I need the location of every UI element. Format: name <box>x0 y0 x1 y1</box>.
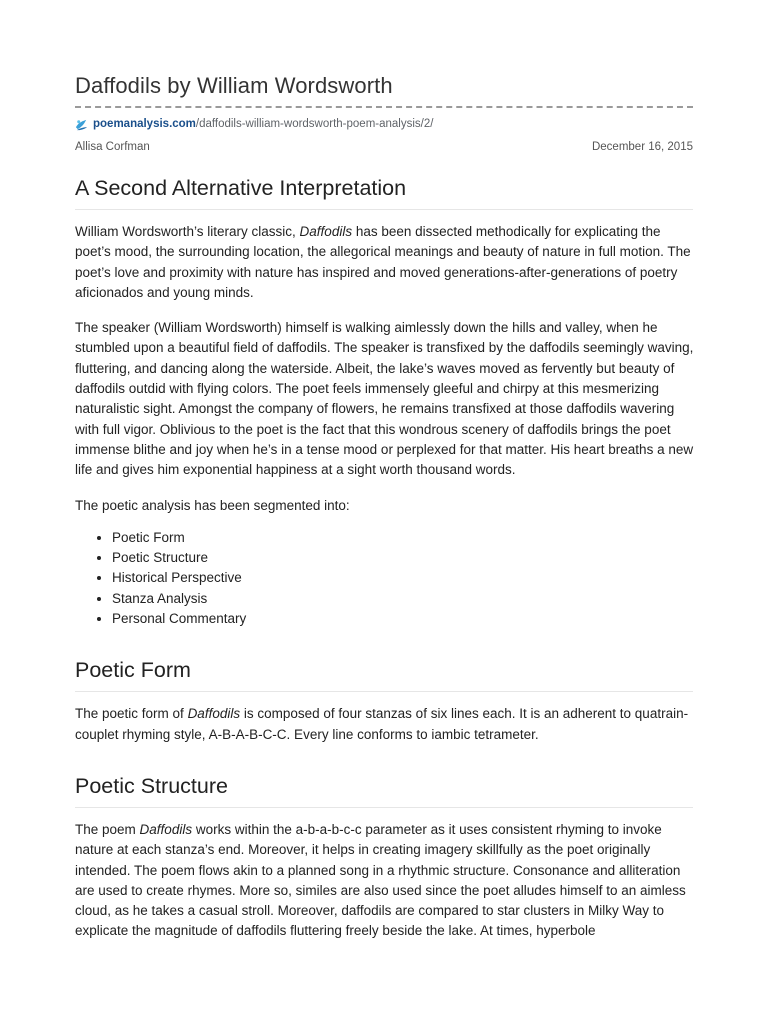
publish-date: December 16, 2015 <box>591 141 693 153</box>
list-item: • Stanza Analysis <box>112 589 693 609</box>
paragraph-poetic-structure: The poem Daffodils works within the a-b-a-b-c-c parameter as it uses consistent rhyming to invoke nature at each stanza’s end. Moreover, it helps in creating imagery skillfully as the poet originally intended. The poem flows akin to a planned song in a rhythmic structure. Consonance and alliteration are used to create rhymes. More so, similes are also used since the poet alludes himself to an aimless cloud, as he takes a casual stroll. Moreover, daffodils are compared to star clusters in Milky Way to explicate the magnitude of daffodils fluttering freely beside the lake. At times, hyperbole <box>75 821 686 939</box>
source-domain[interactable]: poemanalysis.com <box>93 118 196 130</box>
source-path[interactable]: /daffodils-william-wordsworth-poem-analysis/2/ <box>195 118 434 130</box>
paragraph-intro: William Wordsworth’s literary classic, Daffodils has been dissected methodically for explicating the poet’s mood, the surrounding location, the allegorical meanings and beauty of nature in full motion. The poet’s love and proximity with nature has inspired and moved generations-after-generations of poetry aficionados and young minds. <box>75 224 691 300</box>
source-link[interactable] <box>75 116 693 132</box>
document-title: Daffodils by William Wordsworth <box>75 73 393 98</box>
title-divider <box>75 106 693 108</box>
list-item: • Historical Perspective <box>112 568 693 588</box>
paragraph-segmented: The poetic analysis has been segmented into: <box>75 497 350 513</box>
poemanalysis-logo-icon <box>75 118 88 131</box>
heading-alternative-interpretation: A Second Alternative Interpretation <box>75 175 693 210</box>
paragraph-poetic-form: The poetic form of Daffodils is composed of four stanzas of six lines each. It is an adherent to quatrain-couplet rhyming style, A-B-A-B-C-C. Every line conforms to iambic tetrameter. <box>75 706 689 742</box>
heading-poetic-form: Poetic Form <box>75 657 693 692</box>
list-item: • Personal Commentary <box>112 609 693 629</box>
paragraph-speaker: The speaker (William Wordsworth) himself is walking aimlessly down the hills and valley, when he stumbled upon a beautiful field of daffodils. The speaker is transfixed by the daffodils seemingly waving, fluttering, and dancing along the waterside. Albeit, the lake’s waves moved as fervently but beauty of daffodils outdid with flying colors. The poet feels immensely gleeful and chirpy at this mesmerizing naturalistic sight. Amongst the company of flowers, he remains transfixed at those daffodils wavering with full vigor. Oblivious to the poet is the fact that this wondrous scenery of daffodils brings the poet immense blithe and joy when he’s in a tense mood or perplexed for that matter. His heart breaths a new life and gives him exponential happiness at a sight worth thousand words. <box>75 320 694 478</box>
heading-poetic-structure: Poetic Structure <box>75 773 693 808</box>
meta-row <box>75 141 693 153</box>
list-item: • Poetic Form <box>112 528 693 548</box>
list-item: • Poetic Structure <box>112 548 693 568</box>
author-name: Allisa Corfman <box>75 141 150 153</box>
analysis-sections-list <box>75 528 693 629</box>
